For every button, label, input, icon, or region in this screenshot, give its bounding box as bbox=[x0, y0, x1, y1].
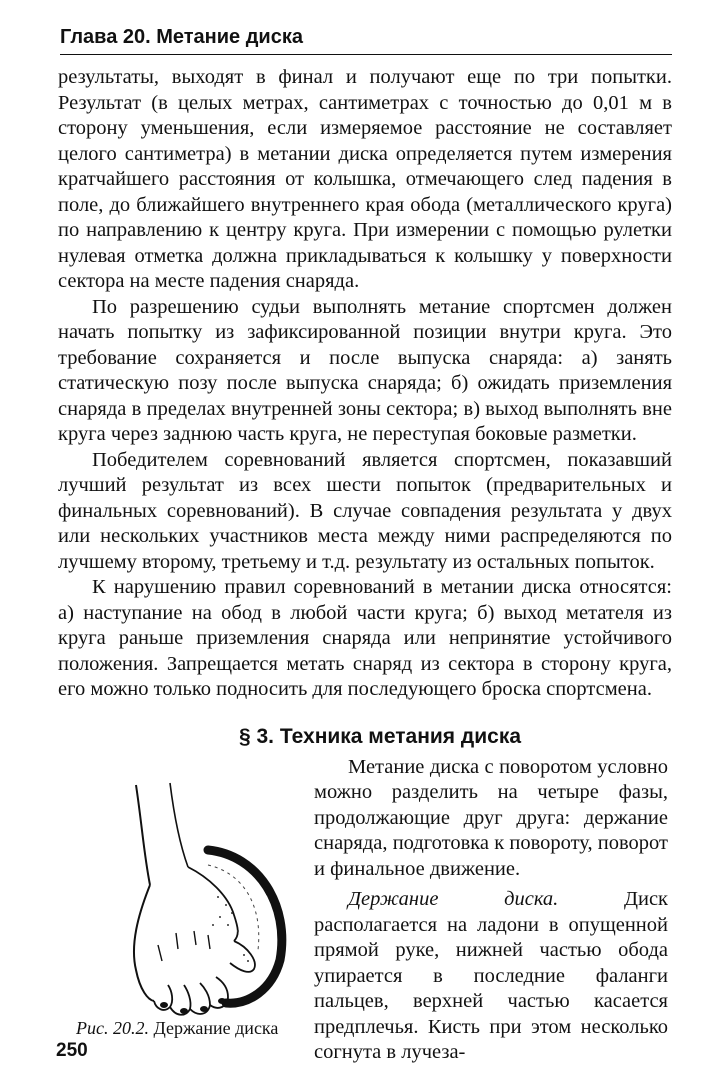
paragraph-3: Победителем соревнований является спортсмен, показавший лучший результат из всех шести попыток (предварительных и финальных соревнований). В случае совпадения результата у двух или нескольких участников места между ними распределяются по лучшему второму, третьему и т.д. результату из остальных попыток. bbox=[58, 448, 672, 573]
holding-paragraph bbox=[314, 887, 668, 1066]
holding-text: Диск располагается на ладони в опущенной прямой руке, нижней частью обода упирается в последние фаланги пальцев, верхней частью касается предплечья. Кисть при этом несколько согнута в лучеза- bbox=[314, 888, 669, 1063]
paragraph-1: результаты, выходят в финал и получают еще по три попытки. Результат (в целых метрах, сантиметрах с точностью до 0,01 м в сторону уменьшения, если измеряемое расстояние не составляет целого сантиметра) в метании диска определяется путем измерения кратчайшего расстояния от колышка, отмечающего след падения в поле, до ближайшего внутреннего края обода (металлического круга) по направлению к центру круга. При измерении с помощью рулетки нулевая отметка должна прикладываться к колышку у поверхности сектора на месте падения снаряда. bbox=[58, 66, 672, 292]
main-text bbox=[58, 65, 672, 703]
discus-hand-illustration bbox=[58, 755, 308, 1025]
book-page bbox=[58, 22, 672, 1075]
paragraph-4: К нарушению правил соревнований в метании диска относятся: а) наступание на обод в любой части круга; б) выход метателя из круга раньше приземления снаряда или непринятие устойчивого положения. Запрещается метать снаряд из сектора в сторону круга, его можно только подносить для последующего броска спортсмена. bbox=[58, 576, 672, 700]
figure-caption bbox=[76, 1017, 278, 1039]
section-intro-paragraph: Метание диска с поворотом условно можно разделить на четыре фазы, продолжающие друг друга: держание снаряда, подготовка к повороту, поворот и финальное движение. bbox=[314, 755, 668, 880]
page-number: 250 bbox=[56, 1040, 88, 1061]
paragraph-2: По разрешению судьи выполнять метание спортсмен должен начать попытку из зафиксированной позиции внутри круга. Это требование сохраняется и после выпуска снаряда: а) занять статическую позу после выпуска снаряда; б) ожидать приземления снаряда в пределах внутренней зоны сектора; в) выход выполнять вне круга через заднюю часть круга, не переступая боковые разметки. bbox=[58, 295, 672, 445]
figure-caption-label: Рис. 20.2. bbox=[76, 1017, 149, 1038]
holding-lead: Держание диска. bbox=[348, 888, 559, 910]
figure-block bbox=[58, 755, 672, 1075]
figure-caption-text: Держание диска bbox=[148, 1017, 279, 1038]
section-title: § 3. Техника метания диска bbox=[238, 724, 522, 748]
running-head: Глава 20. Метание диска bbox=[60, 22, 672, 55]
side-text bbox=[314, 755, 668, 1066]
